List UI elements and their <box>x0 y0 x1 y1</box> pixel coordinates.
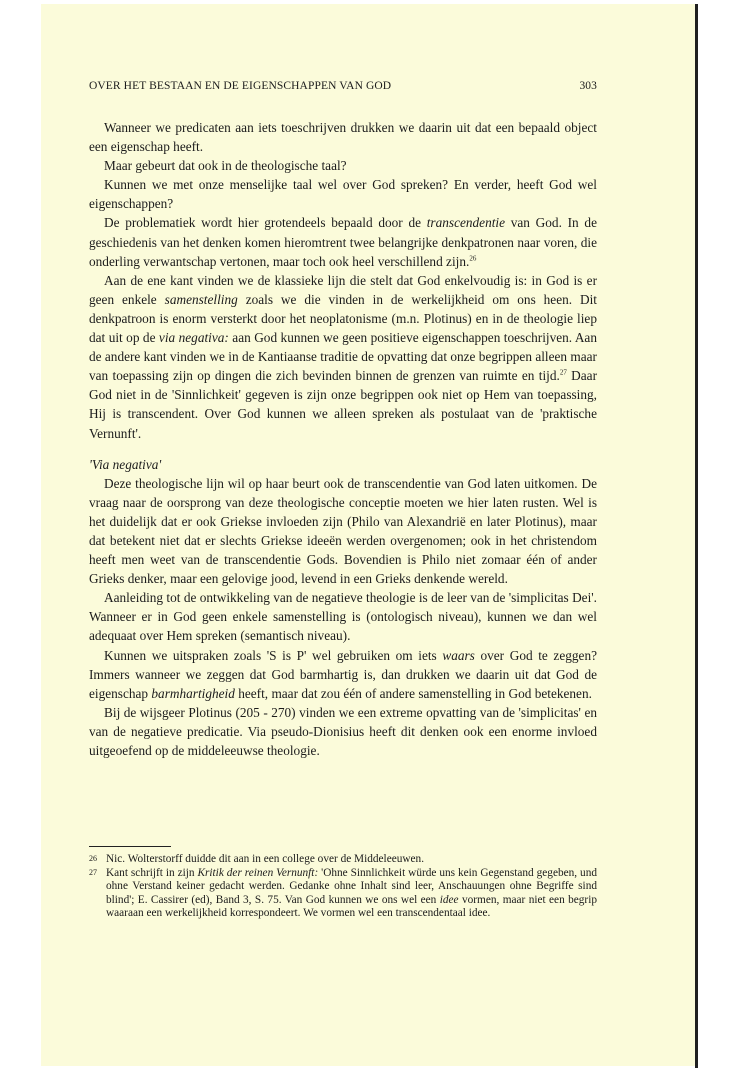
footnote-ref: 27 <box>559 368 567 377</box>
italic-text: waars <box>442 647 475 663</box>
running-title: OVER HET BESTAAN EN DE EIGENSCHAPPEN VAN GOD <box>89 80 392 92</box>
italic-text: transcendentie <box>426 215 506 231</box>
paragraph <box>89 156 597 175</box>
text-run: Kunnen we uitspraken zoals 'S is P' wel gebruiken om iets <box>104 647 443 663</box>
text-run: vormen, maar niet een begrip waaraan een werkelijkheid korrespondeert. We vormen wel een transcendentaal idee. <box>106 893 597 919</box>
section-heading <box>89 455 597 474</box>
footnote-rule <box>89 846 171 847</box>
text-run: Bij de wijsgeer Plotinus (205 - 270) vinden we een extreme opvatting van de 'simplicitas' en van de negatieve predicatie. Via pseudo-Dionisius heeft dit denken ook een enorme invloed uitgeoefend op de middeleeuwse theologie. <box>89 704 597 758</box>
italic-text: samenstelling <box>164 291 238 307</box>
paragraph <box>89 213 597 270</box>
italic-text: barmhartigheid <box>151 685 235 701</box>
text-run: Daar God niet in de 'Sinnlichkeit' gegeven is zijn onze begrippen ook niet op Hem van toepassing, Hij is transcendent. Over God kunnen we alleen spreken als postulaat van de 'praktische Vernunft'. <box>89 368 597 441</box>
italic-text: via negativa: <box>158 330 229 346</box>
footnote <box>89 853 597 867</box>
paragraph <box>89 646 597 703</box>
footnote-number: 27 <box>89 867 97 877</box>
page-number: 303 <box>579 80 597 92</box>
text-run: Aan de ene kant vinden we de klassieke lijn die stelt dat God enkelvoudig is: in God is er geen enkele <box>89 272 597 307</box>
text-run: Kant schrijft in zijn <box>106 866 198 879</box>
paragraph <box>89 474 597 589</box>
footnote <box>89 867 597 921</box>
italic-text: idee <box>439 893 459 906</box>
text-run: van God. In de geschiedenis van het denken komen hieromtrent twee belangrijke denkpatronen naar voren, die onderling verwantschap vertonen, maar toch ook heel verschillend zijn. <box>89 215 597 269</box>
text-run: over God te zeggen? Immers wanneer we zeggen dat God barmhartig is, dan drukken we daarin uit dat God de eigenschap <box>89 647 597 701</box>
italic-text: Kritik der reinen Vernunft: <box>197 866 319 879</box>
footnote-ref: 26 <box>469 254 477 263</box>
text-run: zoals we die vinden in de werkelijkheid om ons heen. Dit denkpatroon is enorm versterkt door het neoplatonisme (m.n. Plotinus) en in de theologie liep dat uit op de <box>89 291 597 346</box>
paragraph <box>89 118 597 156</box>
paragraph <box>89 703 597 760</box>
paragraph <box>89 588 597 645</box>
footnote-number: 26 <box>89 854 97 863</box>
text-run: aan God kunnen we geen positieve eigenschappen toeschrijven. Aan de andere kant vinden we in de Kantiaanse traditie de opvatting dat onze begrippen alleen maar van toepassing zijn op dingen die zich bevinden binnen de grenzen van ruimte en tijd. <box>89 330 597 384</box>
text-run: Maar gebeurt dat ook in de theologische taal? <box>104 158 347 174</box>
paragraph <box>89 175 597 213</box>
text-run: 'Via negativa' <box>89 456 162 472</box>
text-run: Deze theologische lijn wil op haar beurt ook de transcendentie van God laten uitkomen. De vraag naar de oorsprong van deze theologische conceptie moeten we hier laten rusten. Wel is het duidelijk dat er ook Griekse invloeden zijn (Philo van Alexandrië en later Plotinus), maar dat betekent niet dat er slechts Griekse ideeën werden overgenomen; ook in het christendom heeft men weet van de transcendentie Gods. Bovendien is Philo niet zomaar één of ander Grieks denker, maar een gelovige jood, levend in een Grieks denkende wereld. <box>89 475 597 587</box>
text-run: Wanneer we predicaten aan iets toeschrijven drukken we daarin uit dat een bepaald object een eigenschap heeft. <box>89 120 597 155</box>
footnotes <box>89 853 597 921</box>
text-run: Aanleiding tot de ontwikkeling van de negatieve theologie is de leer van de 'simplicitas Dei'. Wanneer er in God geen enkele samenstelling is (ontologisch niveau), kunnen we dan wel adequaat over Hem spreken (semantisch niveau). <box>89 590 597 644</box>
text-run: Kunnen we met onze menselijke taal wel over God spreken? En verder, heeft God wel eigenschappen? <box>89 177 597 212</box>
text-run: 'Ohne Sinnlichkeit würde uns kein Gegenstand gegeben, und ohne Verstand keiner gedacht werden. Gedanke ohne Inhalt sind leer, Anschauungen ohne Begriffe sind blind'; E. Cassirer (ed), Band 3, S. 75. Van God kunnen we ons wel een <box>106 866 597 906</box>
paragraph <box>89 271 597 443</box>
text-run: heeft, maar dat zou één of andere samenstelling in God betekenen. <box>234 685 592 701</box>
text-run: Nic. Wolterstorff duidde dit aan in een college over de Middeleeuwen. <box>106 853 425 865</box>
text-run: De problematiek wordt hier grotendeels bepaald door de <box>104 215 427 231</box>
page-edge <box>695 4 698 1068</box>
body-text <box>89 118 597 760</box>
